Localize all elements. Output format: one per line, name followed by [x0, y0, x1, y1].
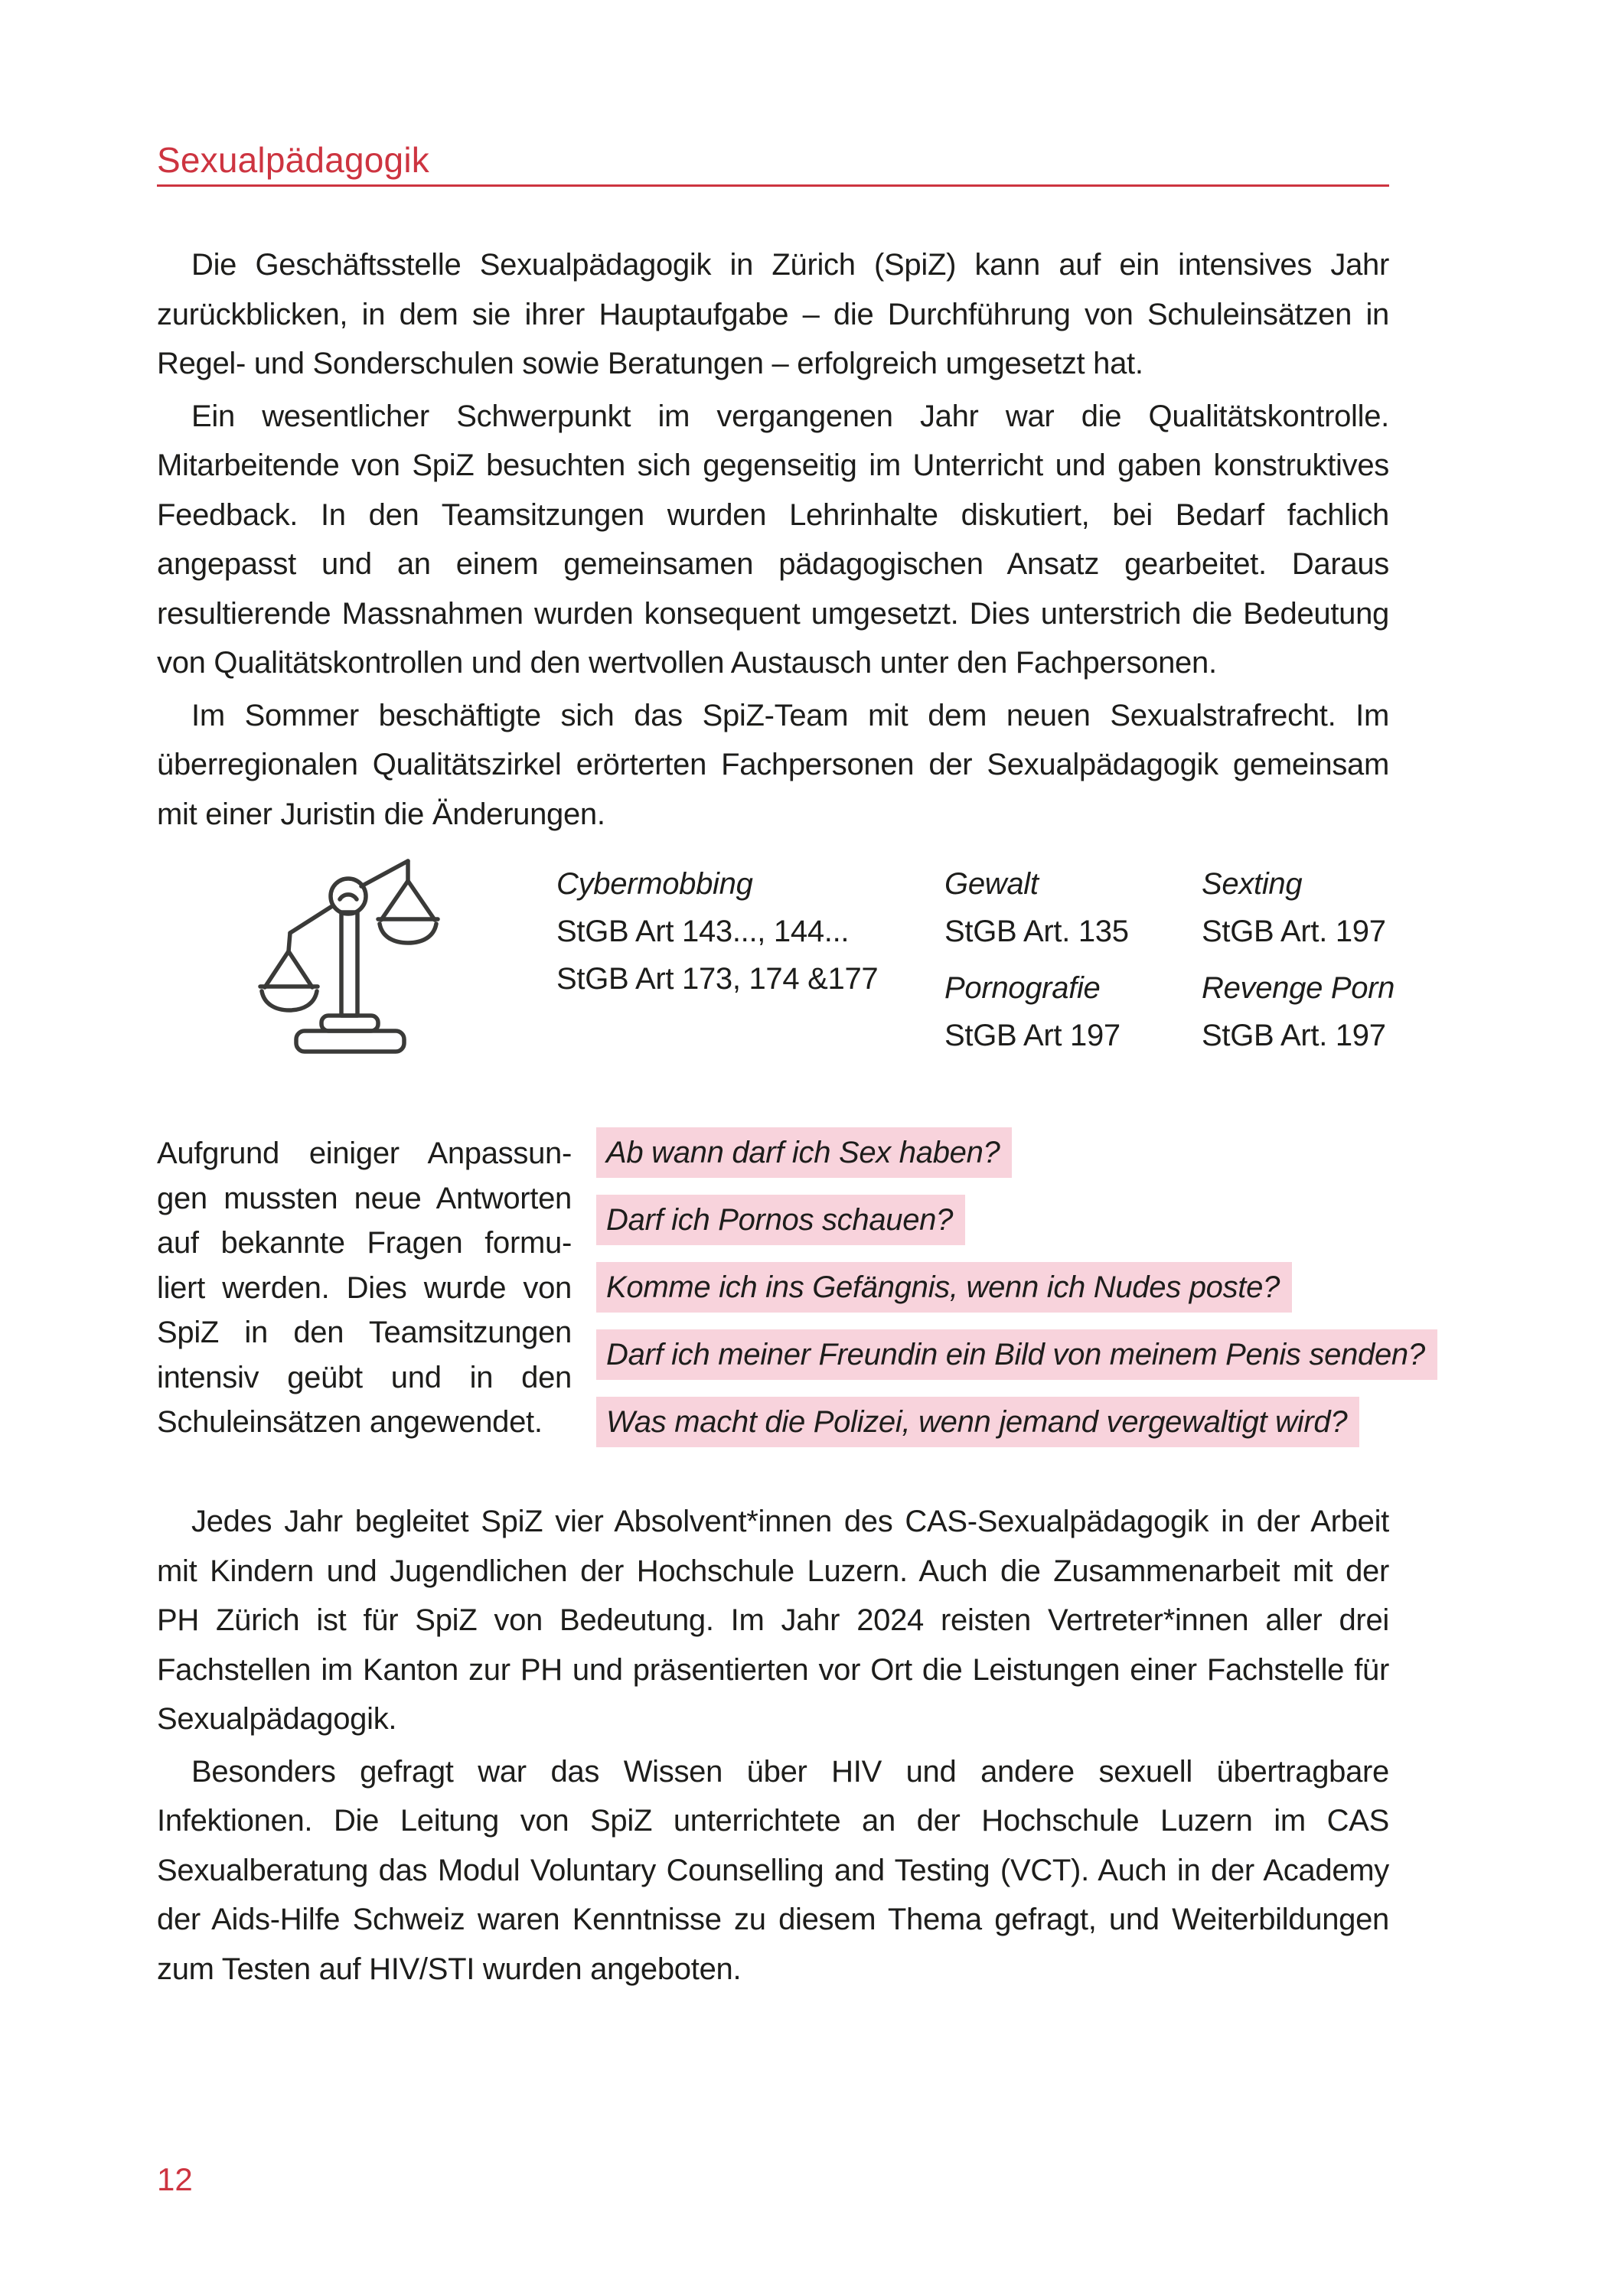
beam-left-drop: [289, 933, 290, 951]
qa-left-line: gen mussten neue Antworten: [157, 1181, 572, 1215]
left-pan-bowl: [262, 991, 317, 1010]
qa-left-line: Aufgrund einiger Anpassun-: [157, 1137, 572, 1170]
law-article: StGB Art 197: [944, 1019, 1121, 1052]
qa-left-line: auf bekannte Fragen formu-: [157, 1226, 572, 1260]
paragraph-1: Die Geschäftsstelle Sexualpädagogik in Zürich (SpiZ) kann auf ein intensives Jahr zurückblicken, in dem sie ihrer Hauptaufgabe – die Durchführung von Schuleinsätzen in Regel- und Sonderschulen sowie Beratungen – erfolgreich umgesetzt hat.: [157, 248, 1389, 380]
law-title: Pornografie: [944, 971, 1101, 1005]
question-row: [596, 1329, 1561, 1380]
law-column-gewalt-pornografie: [944, 860, 1189, 1068]
law-article: StGB Art 173, 174 &177: [556, 962, 879, 996]
question-row: [596, 1127, 1561, 1178]
highlighted-question: Was macht die Polizei, wenn jemand vergewaltigt wird?: [596, 1397, 1359, 1447]
intro-paragraphs: [157, 240, 1389, 842]
highlighted-question: Ab wann darf ich Sex haben?: [596, 1127, 1012, 1178]
page-number: 12: [157, 2161, 193, 2197]
closing-paragraphs: [157, 1497, 1389, 1997]
qa-left-column: [157, 1131, 572, 1445]
base-large: [296, 1031, 404, 1052]
paragraph-3: Im Sommer beschäftigte sich das SpiZ-Team mit dem neuen Sexualstrafrecht. Im überregionalen Qualitätszirkel erörterten Fachpersonen der Sexualpädagogik gemeinsam mit einer Juristin die Änderungen.: [157, 698, 1389, 831]
paragraph-5: Besonders gefragt war das Wissen über HIV und andere sexuell übertragbare Infektionen. Die Leitung von SpiZ unterrichtete an der Hochschule Luzern im CAS Sexualberatung das Modul Voluntary Counselling and Testing (VCT). Auch in der Academy der Aids-Hilfe Schweiz waren Kenntnisse zu diesem Thema gefragt, und Weiterbildungen zum Testen auf HIV/STI wurden angeboten.: [157, 1754, 1389, 1986]
column: [341, 912, 357, 1016]
page-title: Sexualpädagogik: [157, 140, 429, 180]
qa-left-line: SpiZ in den Teamsitzungen: [157, 1316, 572, 1349]
law-title: Sexting: [1202, 867, 1303, 901]
law-article: StGB Art. 197: [1202, 915, 1386, 948]
qa-left-line: intensiv geübt und in den: [157, 1360, 572, 1394]
paragraph-4: Jedes Jahr begleitet SpiZ vier Absolvent*innen des CAS-Sexualpädagogik in der Arbeit mit Kindern und Jugendlichen der Hochschule Luzern. Auch die Zusammenarbeit mit der PH Zürich ist für SpiZ von Bedeutung. Im Jahr 2024 reisten Vertreter*innen aller drei Fachstellen im Kanton zur PH und präsentierten vor Ort die Leistungen einer Fachstelle für Sexualpädagogik.: [157, 1505, 1389, 1736]
beam-right: [361, 861, 408, 886]
left-pan-strings: [265, 951, 312, 987]
highlighted-question: Komme ich ins Gefängnis, wenn ich Nudes poste?: [596, 1262, 1292, 1313]
pivot-arc: [340, 895, 357, 899]
highlighted-question: Darf ich Pornos schauen?: [596, 1195, 965, 1245]
law-article: StGB Art. 197: [1202, 1019, 1386, 1052]
law-article: StGB Art 143..., 144...: [556, 915, 850, 948]
highlighted-question: Darf ich meiner Freundin ein Bild von meinem Penis senden?: [596, 1329, 1437, 1380]
qa-left-line: Schuleinsätzen angewendet.: [157, 1405, 543, 1439]
right-pan-strings: [381, 881, 435, 920]
law-article: StGB Art. 135: [944, 915, 1129, 948]
beam-left: [290, 906, 332, 933]
law-column-sexting-revengeporn: [1202, 860, 1462, 1068]
law-title: Revenge Porn: [1202, 971, 1395, 1005]
question-row: [596, 1397, 1561, 1447]
law-column-cybermobbing: [556, 860, 931, 1012]
paragraph-2: Ein wesentlicher Schwerpunkt im vergangenen Jahr war die Qualitätskontrolle. Mitarbeitende von SpiZ besuchten sich gegenseitig im Unterricht und gaben konstruktives Feedback. In den Teamsitzungen wurden Lehrinhalte diskutiert, bei Bedarf fachlich angepasst und an einem gemeinsamen pädagogischen Ansatz gearbeitet. Daraus resultierende Massnahmen wurden konsequent umgesetzt. Dies unterstrich die Bedeutung von Qualitätskontrollen und den wertvollen Austausch unter den Fachpersonen.: [157, 399, 1389, 680]
law-title: Cybermobbing: [556, 867, 753, 901]
qa-questions-column: [596, 1127, 1561, 1464]
scales-of-justice-icon: [245, 850, 459, 1117]
base-small: [321, 1016, 378, 1031]
qa-left-line: liert werden. Dies wurde von: [157, 1270, 572, 1305]
right-pan-bowl: [380, 924, 436, 943]
title-rule: [157, 184, 1389, 187]
question-row: [596, 1195, 1561, 1245]
law-title: Gewalt: [944, 867, 1039, 901]
question-row: [596, 1262, 1561, 1313]
